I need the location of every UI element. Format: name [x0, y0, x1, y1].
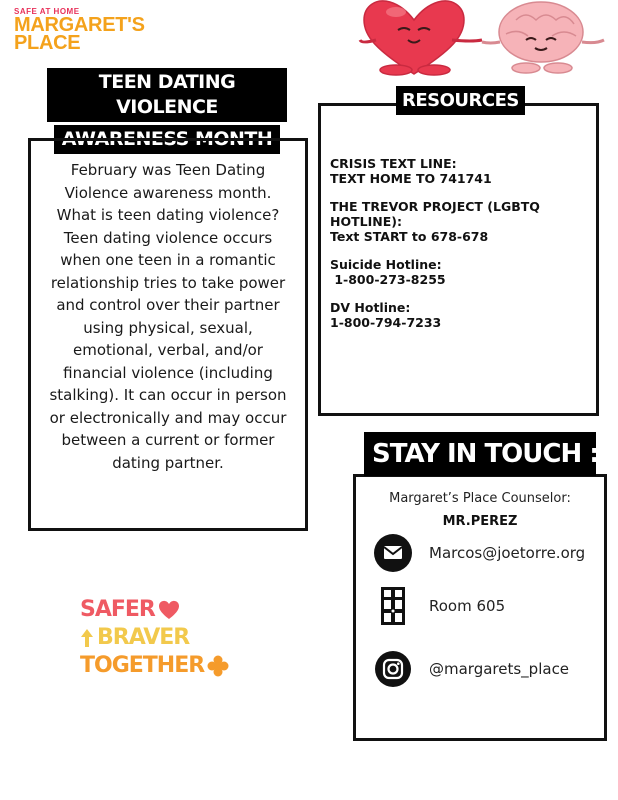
resource-value: 1-800-273-8255 [330, 272, 446, 287]
resources-box [318, 103, 599, 416]
logo-name-line2: PLACE [14, 32, 81, 54]
resource-label: Suicide Hotline: [330, 257, 442, 272]
logo-tagline: SAFE AT HOME [14, 7, 80, 16]
door-icon [373, 586, 413, 626]
resource-value: Text START to 678-678 [330, 229, 489, 244]
resource-crisis-text-line [330, 156, 588, 186]
resource-label: THE TREVOR PROJECT (LGBTQ HOTLINE): [330, 199, 540, 229]
awareness-info-box [28, 138, 308, 531]
contact-instagram-row [373, 649, 569, 689]
heart-icon [158, 600, 180, 620]
heart-mascot [360, 1, 482, 75]
slogan-line-safer [80, 596, 229, 624]
resource-label: DV Hotline: [330, 300, 411, 315]
contact-email-row [373, 533, 585, 573]
awareness-title-line2: AWARENESS MONTH [54, 125, 281, 154]
resource-label: CRISIS TEXT LINE: [330, 156, 457, 171]
slogan-together-text: TOGETHER [80, 653, 205, 678]
resource-suicide-hotline [330, 257, 588, 287]
margarets-place-logo [14, 8, 145, 52]
awareness-title-line1: TEEN DATING VIOLENCE [47, 68, 287, 122]
instagram-icon [373, 649, 413, 689]
heart-and-brain-mascots-illustration [356, 0, 611, 78]
slogan-line-braver [80, 624, 229, 652]
contact-room: Room 605 [429, 597, 506, 615]
flower-icon [207, 655, 229, 677]
counselor-name: MR.PEREZ [442, 514, 518, 529]
counselor-label: Margaret’s Place Counselor: [389, 491, 571, 506]
resource-trevor-project [330, 199, 588, 244]
contact-email[interactable]: Marcos@joetorre.org [429, 544, 586, 562]
resource-value: 1-800-794-7233 [330, 315, 442, 330]
contact-room-row [373, 586, 505, 626]
stay-in-touch-title: STAY IN TOUCH : [364, 432, 596, 476]
contact-box [353, 474, 607, 741]
slogan-braver-text: BRAVER [97, 625, 190, 650]
envelope-icon [373, 533, 413, 573]
slogan-safer-text: SAFER [80, 597, 155, 622]
awareness-body-text: February was Teen Dating Violence awareness month. What is teen dating violence? Teen dating violence occurs when one teen in a romantic relationship tries to take power and control over their partner using physical, sexual, emotional, verbal, and/or financial violence (including stalking). It can occur in person or electronically and may occur between a current or former dating partner. [49, 161, 287, 472]
logo-name-line1: MARGARET'S [14, 14, 145, 36]
slogan-line-together [80, 652, 229, 680]
up-arrow-icon [80, 628, 94, 648]
resources-title: RESOURCES [396, 86, 525, 115]
brain-mascot [482, 2, 604, 73]
slogan [80, 596, 229, 680]
contact-instagram[interactable]: @margarets_place [429, 660, 570, 678]
resource-value: TEXT HOME TO 741741 [330, 171, 492, 186]
resource-dv-hotline [330, 300, 588, 330]
